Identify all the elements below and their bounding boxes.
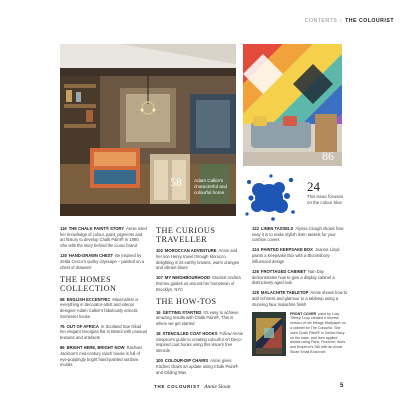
- entry-text: Maximalism is everything in decorator-artist and interior designer Adam Calkin's fabulously eclectic Somerset house: [60, 296, 139, 319]
- entry-page: 107: [156, 275, 163, 281]
- footer-magazine-name: THE COLOURIST: [154, 384, 201, 389]
- photo-right-illustration: [243, 44, 342, 166]
- entry-page: 58: [60, 296, 65, 302]
- entry-title: THE CHALK PAINT® STORY: [68, 226, 125, 231]
- entry-text: Stockist Andrea Romeo guides us around her hometown of Brooklyn, NYC: [156, 275, 241, 292]
- toc-entry[interactable]: [156, 248, 244, 271]
- entry-title: MY NEIGHBOURHOOD: [164, 275, 210, 281]
- entry-page: 86: [60, 345, 65, 351]
- entry-text: Follow Annie Simpson's guide to creating colourful Art Deco-inspired coat hooks using this issue's free stencils: [156, 330, 243, 354]
- entry-page: 100: [156, 358, 163, 364]
- footer-brand: [154, 384, 230, 390]
- photo-main-page-number: 58: [170, 175, 182, 189]
- column-1: [60, 226, 148, 372]
- entry-text: Alyssa Clough shows how easy it is to make stylish linen tassels for your cushion covers: [252, 226, 344, 243]
- toc-entry[interactable]: [252, 226, 348, 243]
- entry-text: It's easy to achieve amazing results with Chalk Paint®. This is where we get started: [156, 309, 239, 327]
- entry-page: 76: [60, 323, 65, 329]
- header-label: CONTENTS: [304, 18, 338, 24]
- toc-entry[interactable]: [156, 331, 244, 354]
- entry-page: 116: [60, 226, 67, 231]
- photo-rainbow-murals[interactable]: [243, 44, 342, 166]
- entry-text: Rachael Jackson's mid-century ranch house is full of eye-poppingly bright hand-painted rainbow murals: [60, 345, 142, 368]
- entry-title: MALACHITE TABLETOP: [260, 290, 309, 296]
- toc-entry[interactable]: [60, 297, 148, 320]
- issue-note-text: This issue focuses on the colour blue: [307, 194, 344, 205]
- entry-text: Be inspired by Zelda Cecco's quirky cityscape – painted on a chest of drawers!: [60, 253, 145, 270]
- toc-entry[interactable]: [252, 269, 348, 286]
- column-3: [252, 226, 348, 356]
- entry-title: PAINTED KEEPSAKE BOX: [260, 247, 313, 253]
- toc-entry[interactable]: [60, 226, 148, 249]
- entry-text: Annie shows how to add richness and glamour to a tabletop using a stunning faux malachite finish: [252, 290, 348, 307]
- cover-text: paint by Lucy Tiffney. Lucy created a reverse version of her Mirage Wallpaper on a cabinet for The Colourist. She used Chalk Paint® in Oxford Navy on the base, and then applied details using Paris, Florence, Arles and Emperor's Silk with an Annie Sloan Small Brush set.: [290, 311, 346, 355]
- entry-page: 18: [156, 330, 161, 336]
- cover-thumbnail[interactable]: [252, 312, 286, 356]
- toc-entry[interactable]: [156, 358, 244, 375]
- entry-title: COLOUR-DIP CHAIRS: [164, 358, 209, 364]
- section-title-traveller: THE CURIOUS TRAVELLER: [156, 226, 216, 245]
- photo-right-page-number: 86: [322, 149, 334, 163]
- entry-page: 16: [156, 309, 161, 315]
- cover-title: FRONT COVER: [290, 311, 317, 316]
- entry-text: Annie and her son Henry travel through Morocco, delighting in its earthy browns, warm oranges and vibrant blues: [156, 248, 240, 271]
- entry-title: MOROCCAN ADVENTURE: [164, 248, 217, 254]
- entry-page: 102: [156, 248, 163, 254]
- footer-signature: Annie Sloan: [204, 384, 231, 390]
- entry-title: ENGLISH ECCENTRIC: [66, 296, 111, 302]
- entry-title: STENCILLED COAT HOOKS: [162, 330, 218, 336]
- entry-page: 126: [252, 268, 259, 274]
- entry-title: OUT OF AFRICA: [66, 323, 99, 329]
- photo-main-caption: Adam Calkin's characterful and colourful home: [194, 178, 227, 195]
- entry-title: LINEN TASSELS: [260, 226, 294, 231]
- cover-thumbnail-illustration: [252, 312, 286, 356]
- front-cover-block: [252, 312, 348, 356]
- entry-text: Annie gives Kitchen chairs an update using Chalk Paint® and Gilding Wax: [156, 358, 239, 375]
- entry-page: 130: [60, 253, 67, 259]
- paint-splatter-icon: [243, 172, 297, 222]
- toc-entry[interactable]: [156, 275, 244, 292]
- entry-title: FROTTAGED CABINET: [260, 268, 306, 274]
- toc-entry[interactable]: [252, 247, 348, 264]
- entry-text: Annie used her knowledge of colour, paint, pigments and art history to develop Chalk Paint® in 1990. She tells the story behind the iconic brand: [60, 226, 147, 249]
- entry-page: 128: [252, 290, 259, 296]
- entry-text: Joanna Lloyd paints a Keepsake Box with a Bloomsbury-influenced design: [252, 247, 340, 264]
- entry-page: 124: [252, 247, 259, 253]
- section-title-howtos: THE HOW-TOS: [156, 296, 217, 306]
- toc-entry[interactable]: [60, 324, 148, 341]
- entry-text: In Scotland Sue Gilad her elegant Georgian flat in Bristol with unusual textures and artefacts: [60, 323, 147, 341]
- toc-entry[interactable]: [60, 345, 148, 368]
- column-2: [156, 226, 244, 379]
- page-number: 5: [340, 383, 344, 389]
- toc-entry[interactable]: [60, 253, 148, 270]
- entry-text: Nan Day demonstrates how to give a display cabinet a distinctively aged look: [252, 268, 335, 286]
- header-section: THE COLOURIST: [345, 18, 394, 24]
- entry-title: HAND-DRAWN CHEST: [68, 253, 114, 259]
- toc-entry[interactable]: [252, 290, 348, 307]
- entry-page: 122: [252, 226, 259, 231]
- front-cover-caption: [290, 312, 348, 356]
- section-title-homes: THE HOMES COLLECTION: [60, 274, 117, 293]
- entry-title: GETTING STARTED: [162, 309, 202, 315]
- issue-page-number: 24: [307, 179, 320, 194]
- entry-title: BRIGHT HERE, BRIGHT NOW: [66, 345, 125, 351]
- toc-entry[interactable]: [156, 310, 244, 327]
- contents-header: [305, 18, 394, 24]
- header-separator: |: [340, 18, 343, 24]
